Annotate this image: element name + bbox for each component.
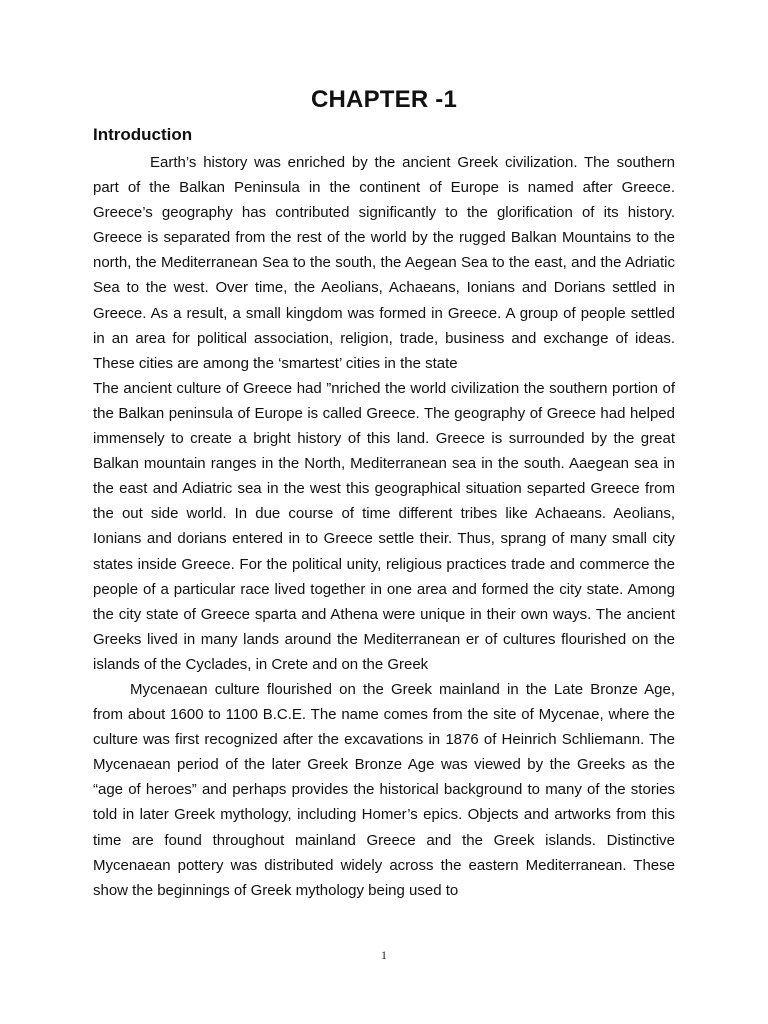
- section-heading: Introduction: [93, 125, 193, 144]
- paragraph-1: Earth’s history was enriched by the ancient Greek civilization. The southern part of the Balkan Peninsula in the continent of Europe is named after Greece. Greece’s geography has contributed significantly to the glorification of its history. Greece is separated from the rest of the world by the rugged Balkan Mountains to the north, the Mediterranean Sea to the south, the Aegean Sea to the east, and the Adriatic Sea to the west. Over time, the Aeolians, Achaeans, Ionians and Dorians settled in Greece. As a result, a small kingdom was formed in Greece. A group of people settled in an area for political association, religion, trade, business and exchange of ideas. These cities are among the ‘smartest’ cities in the state: [93, 154, 675, 372]
- page-number: 1: [381, 948, 387, 962]
- chapter-title: CHAPTER -1: [310, 86, 457, 113]
- paragraph-2: The ancient culture of Greece had ”nriched the world civilization the southern portion of the Balkan peninsula of Europe is called Greece. The geography of Greece had helped immensely to create a bright history of this land. Greece is surrounded by the great Balkan mountain ranges in the North, Mediterranean sea in the south. Aaegean sea in the east and Adiatric sea in the west this geographical situation separted Greece from the out side world. In due course of time different tribes like Achaeans. Aeolians, Ionians and dorians entered in to Greece settle their. Thus, sprang of many small city states inside Greece. For the political unity, religious practices trade and commerce the people of a particular race lived together in one area and formed the city state. Among the city state of Greece sparta and Athena were unique in their own ways. The ancient Greeks lived in many lands around the Mediterranean er of cultures flourished on the islands of the Cyclades, in Crete and on the Greek: [93, 379, 675, 673]
- paragraph-3: Mycenaean culture flourished on the Greek mainland in the Late Bronze Age, from about 1600 to 1100 B.C.E. The name comes from the site of Mycenae, where the culture was first recognized after the excavations in 1876 of Heinrich Schliemann. The Mycenaean period of the later Greek Bronze Age was viewed by the Greeks as the “age of heroes” and perhaps provides the historical background to many of the stories told in later Greek mythology, including Homer’s epics. Objects and artworks from this time are found throughout mainland Greece and the Greek islands. Distinctive Mycenaean pottery was distributed widely across the eastern Mediterranean. These show the beginnings of Greek mythology being used to: [93, 680, 675, 899]
